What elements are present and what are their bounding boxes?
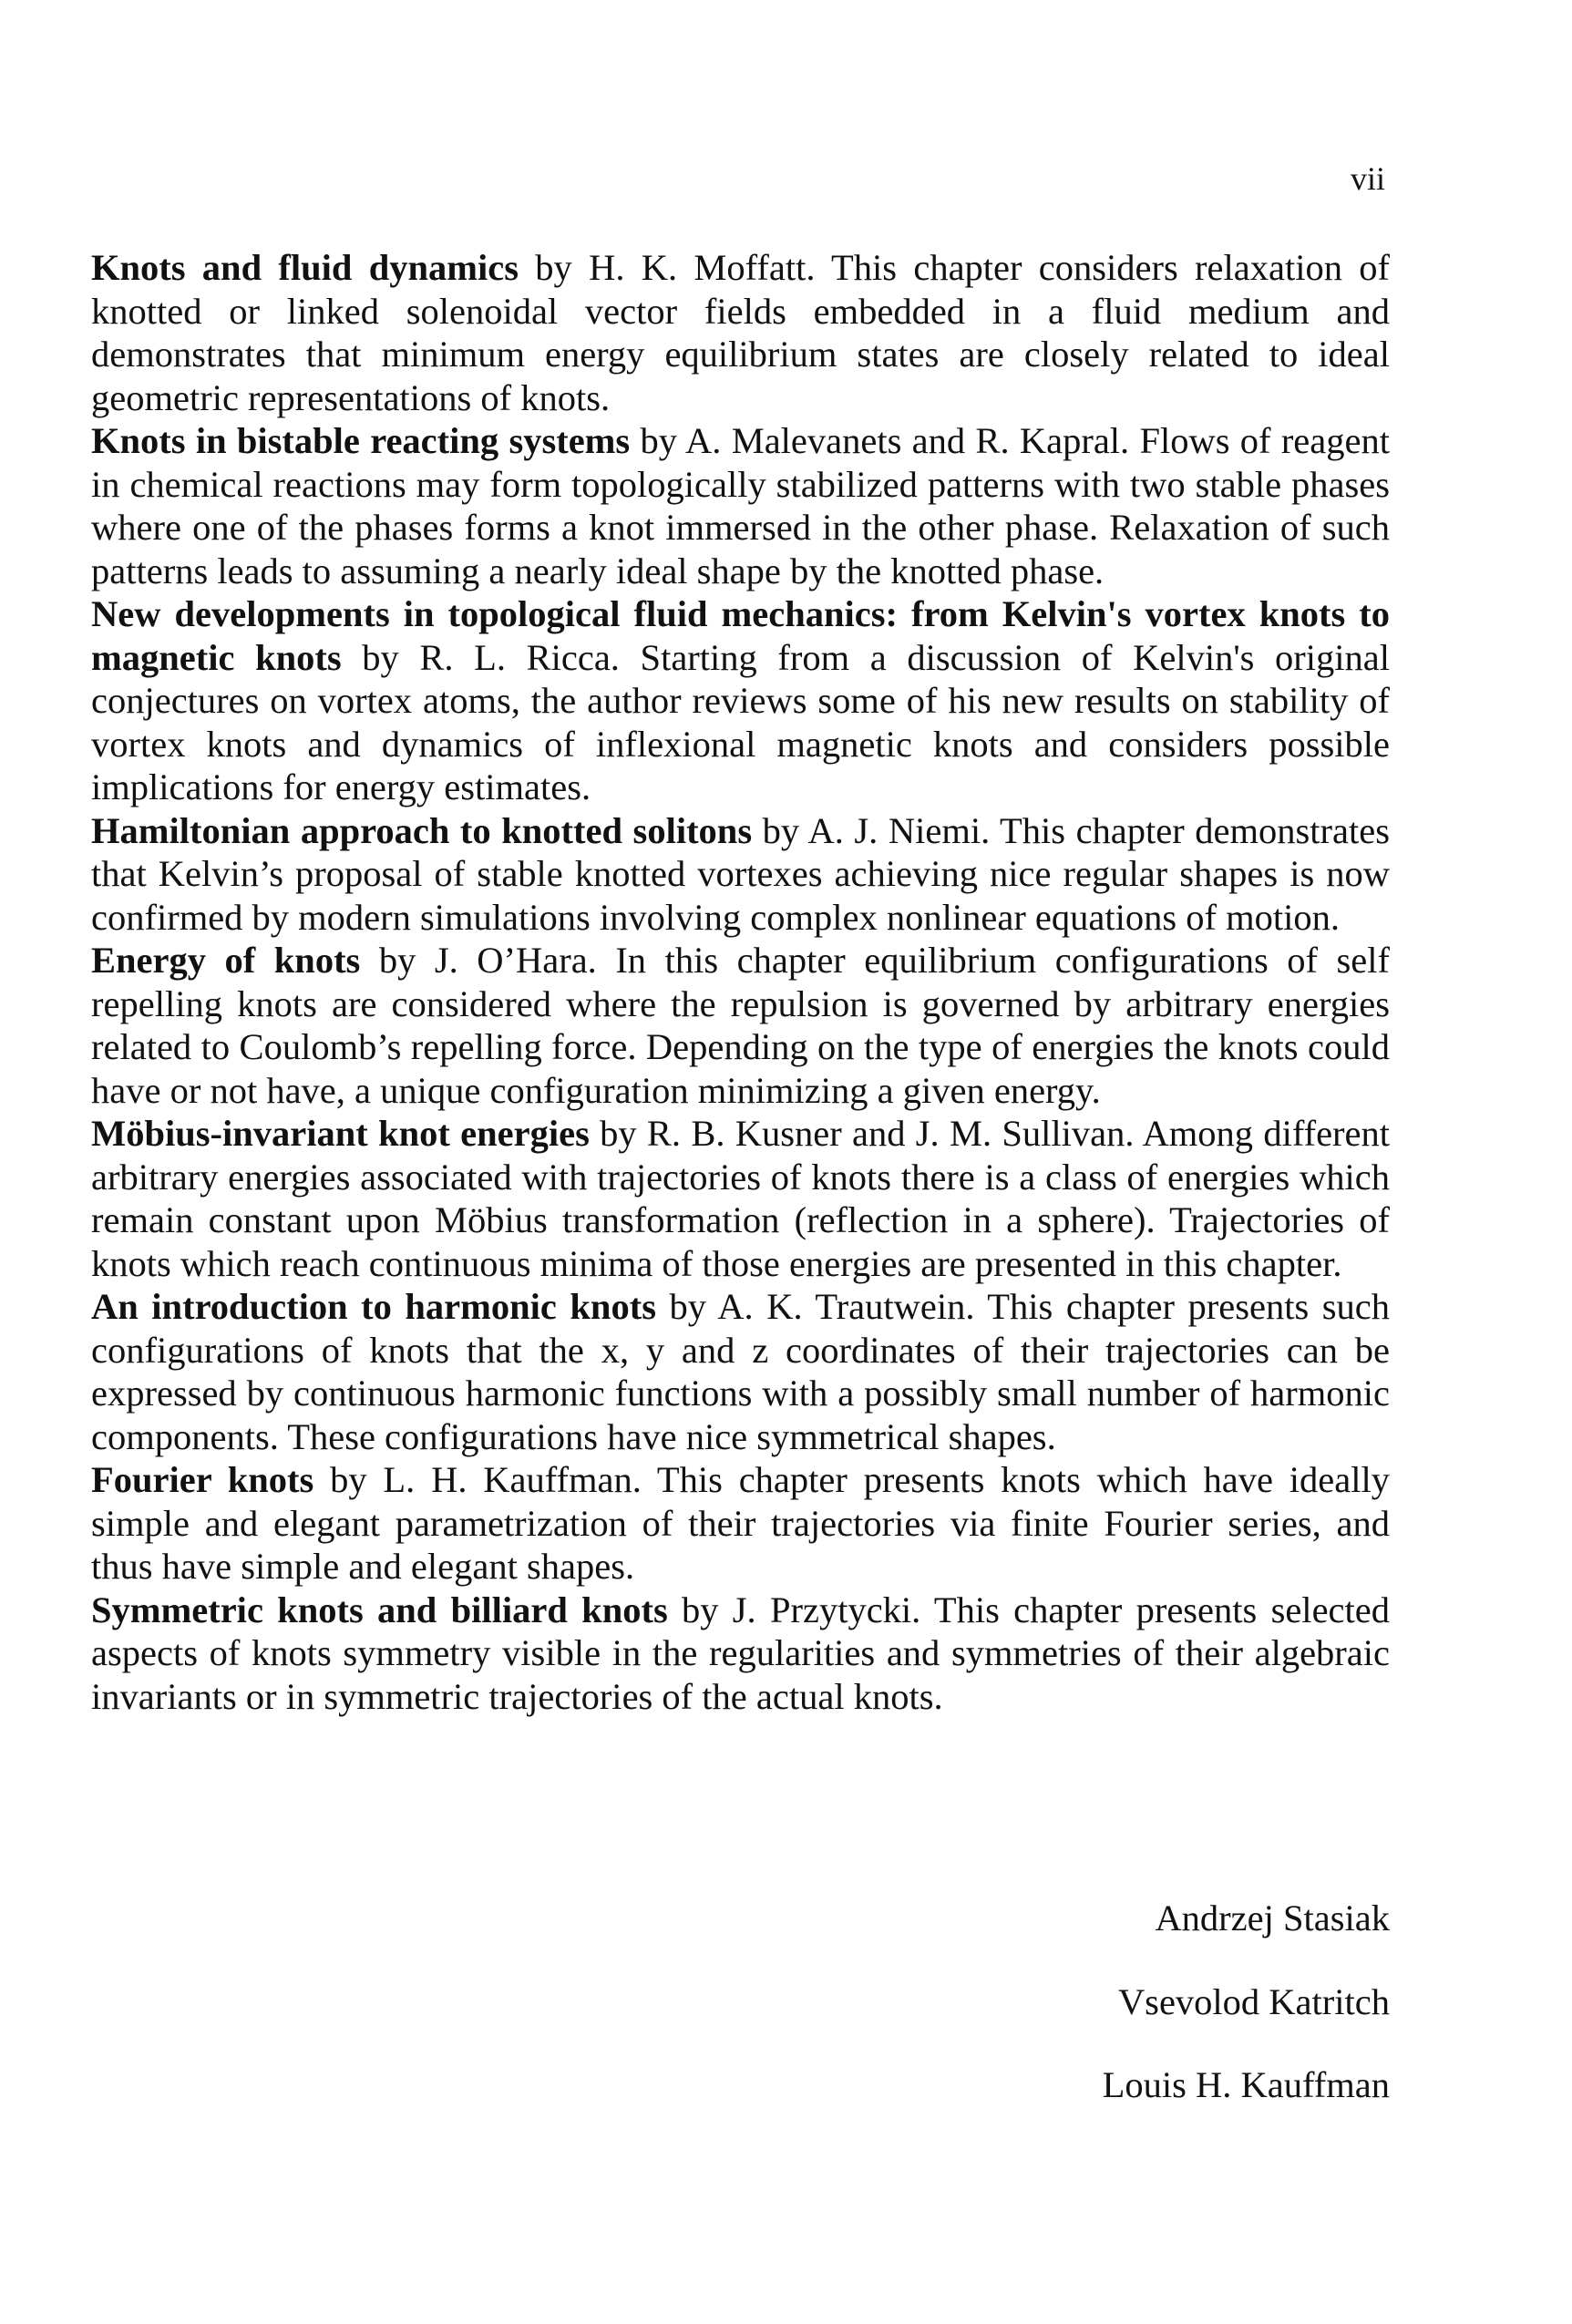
chapter-entry-kauffman	[91, 1458, 1390, 1589]
chapter-title: Knots in bistable reacting systems	[91, 420, 631, 461]
chapter-description: by J. O’Hara. In this chapter equilibrium configurations of self repelling knots are considered where the repulsion is governed by arbitrary energies related to Coulomb’s repelling force. Depending on the type of energies the knots could have or not have, a unique configuration minimizing a given energy.	[91, 940, 1390, 1111]
chapter-entry-ricca	[91, 592, 1390, 809]
editor-name: Vsevolod Katritch	[1117, 1980, 1390, 2022]
chapter-description: by L. H. Kauffman. This chapter presents knots which have ideally simple and elegant parametrization of their trajectories via finite Fourier series, and thus have simple and elegant shapes.	[91, 1459, 1390, 1587]
editor-signatures	[1102, 1897, 1390, 2151]
chapter-entry-trautwein	[91, 1285, 1390, 1458]
chapter-title: New developments in topological fluid mechanics: from Kelvin's vortex knots to magnetic knots	[91, 593, 1390, 678]
editor-name: Andrzej Stasiak	[1155, 1897, 1390, 1938]
chapter-summaries	[91, 246, 1390, 1718]
chapter-description: by A. Malevanets and R. Kapral. Flows of reagent in chemical reactions may form topologically stabilized patterns with two stable phases where one of the phases forms a knot immersed in the other phase. Relaxation of such patterns leads to assuming a nearly ideal shape by the knotted phase.	[91, 420, 1390, 591]
editor-name: Louis H. Kauffman	[1102, 2064, 1390, 2105]
chapter-title: Symmetric knots and billiard knots	[91, 1589, 668, 1630]
chapter-title: Energy of knots	[91, 940, 361, 981]
chapter-description: by R. B. Kusner and J. M. Sullivan. Among different arbitrary energies associated with trajectories of knots there is a class of energies which remain constant upon Möbius transformation (reflection in a sphere). Trajectories of knots which reach continuous minima of those energies are presented in this chapter.	[91, 1113, 1391, 1284]
chapter-title: An introduction to harmonic knots	[91, 1286, 656, 1327]
chapter-entry-moffatt	[91, 246, 1390, 419]
chapter-entry-ohara	[91, 939, 1390, 1112]
chapter-title: Fourier knots	[91, 1459, 314, 1500]
chapter-description: by R. L. Ricca. Starting from a discussion of Kelvin's original conjectures on vortex atoms, the author reviews some of his new results on stability of vortex knots and dynamics of inflexional magnetic knots and considers possible implications for energy estimates.	[91, 636, 1390, 807]
chapter-description: by J. Przytycki. This chapter presents selected aspects of knots symmetry visible in the regularities and symmetries of their algebraic invariants or in symmetric trajectories of the actual knots.	[91, 1589, 1390, 1717]
chapter-description: by A. J. Niemi. This chapter demonstrates that Kelvin’s proposal of stable knotted vortexes achieving nice regular shapes is now confirmed by modern simulations involving complex nonlinear equations of motion.	[91, 809, 1390, 938]
chapter-entry-przytycki	[91, 1589, 1390, 1719]
chapter-entry-niemi	[91, 809, 1390, 940]
chapter-entry-malevanets	[91, 419, 1390, 592]
chapter-title: Möbius-invariant knot energies	[91, 1113, 590, 1154]
page-number: vii	[1350, 160, 1385, 197]
chapter-title: Knots and fluid dynamics	[91, 247, 519, 288]
chapter-description: by H. K. Moffatt. This chapter considers relaxation of knotted or linked solenoidal vector fields embedded in a fluid medium and demonstrates that minimum energy equilibrium states are closely related to ideal geometric representations of knots.	[91, 247, 1390, 418]
chapter-entry-kusner-sullivan	[91, 1112, 1390, 1285]
chapter-description: by A. K. Trautwein. This chapter presents such configurations of knots that the x, y and z coordinates of their trajectories can be expressed by continuous harmonic functions with a possibly small number of harmonic components. These configurations have nice symmetrical shapes.	[91, 1286, 1391, 1457]
chapter-title: Hamiltonian approach to knotted solitons	[91, 809, 753, 851]
